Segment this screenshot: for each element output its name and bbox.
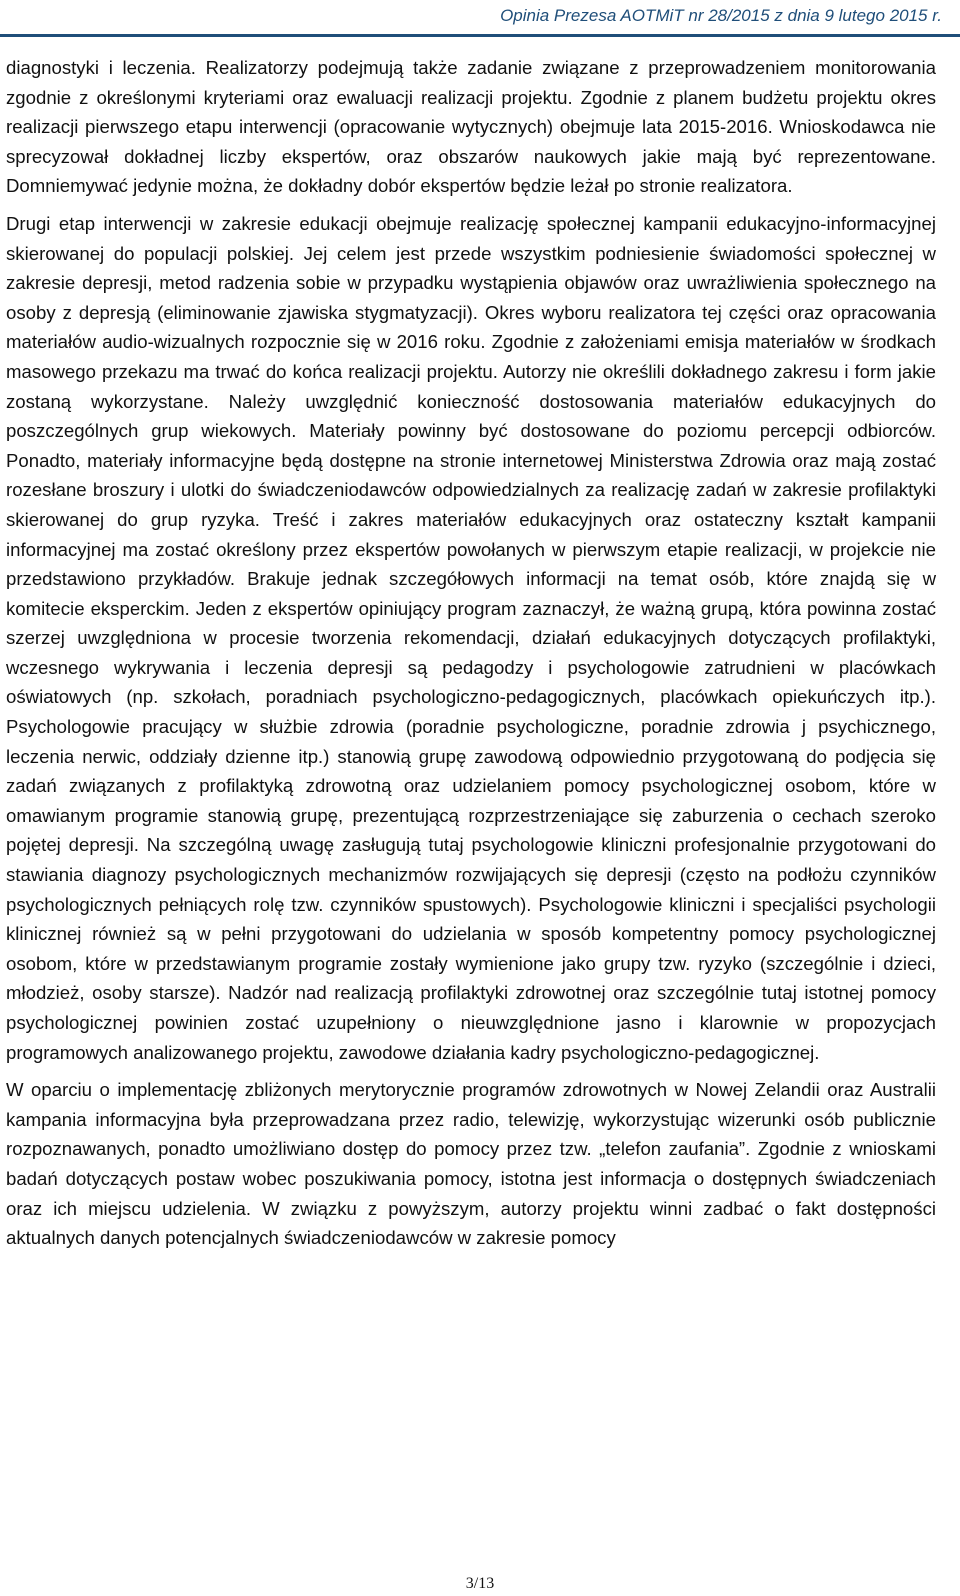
document-body (6, 53, 936, 1261)
document-header-title: Opinia Prezesa AOTMiT nr 28/2015 z dnia 9 lutego 2015 r. (500, 6, 942, 25)
page-number: 3/13 (465, 1575, 495, 1592)
paragraph-education-campaign: Drugi etap interwencji w zakresie edukacji obejmuje realizację społecznej kampanii edukacyjno-informacyjnej skierowanej do populacji polskiej. Jej celem jest przede wszystkim podniesienie świadomości społecznej w zakresie depresji, metod radzenia sobie w przypadku wystąpienia objawów oraz uwrażliwienia społecznego na osoby z depresją (eliminowanie zjawiska stygmatyzacji). Okres wyboru realizatora tej części oraz opracowania materiałów audio-wizualnych rozpocznie się w 2016 roku. Zgodnie z założeniami emisja materiałów w środkach masowego przekazu ma trwać do końca realizacji projektu. Autorzy nie określili dokładnego zakresu i form jakie zostaną wykorzystane. Należy uwzględnić konieczność dostosowania materiałów edukacyjnych do poszczególnych grup wiekowych. Materiały powinny być dostosowane do poziomu percepcji odbiorców. Ponadto, materiały informacyjne będą dostępne na stronie internetowej Ministerstwa Zdrowia oraz mają zostać rozesłane broszury i ulotki do świadczeniodawców odpowiedzialnych za realizację zadań w zakresie profilaktyki skierowanej do grup ryzyka. Treść i zakres materiałów edukacyjnych oraz ostateczny kształt kampanii informacyjnej ma zostać określony przez ekspertów powołanych w pierwszym etapie realizacji, w projekcie nie przedstawiono przykładów. Brakuje jednak szczegółowych informacji na temat osób, które znajdą się w komitecie eksperckim. Jeden z ekspertów opiniujący program zaznaczył, że ważną grupą, która powinna zostać szerzej uwzględniona w procesie tworzenia rekomendacji, działań edukacyjnych dotyczących profilaktyki, wczesnego wykrywania i leczenia depresji są pedagodzy i psychologowie zatrudnieni w placówkach oświatowych (np. szkołach, poradniach psychologiczno-pedagogicznych, placówkach opiekuńczych itp.). Psychologowie pracujący w służbie zdrowia (poradnie psychologiczne, poradnie zdrowia j psychicznego, leczenia nerwic, oddziały dzienne itp.) stanowią grupę zawodową odpowiednio przygotowaną do podjęcia się zadań związanych z profilaktyką zdrowotną oraz udzielaniem pomocy psychologicznej osobom, które w omawianym programie stanowią grupę, prezentującą rozprzestrzeniające się zaburzenia o cechach szeroko pojętej depresji. Na szczególną uwagę zasługują tutaj psychologowie kliniczni profesjonalnie przygotowani do stawiania diagnozy psychologicznych mechanizmów rozwijających się depresji (często na podłożu czynników psychologicznych pełniących rolę tzw. czynników spustowych). Psychologowie kliniczni i specjaliści psychologii klinicznej również są w pełni przygotowani do udzielania w sposób kompetentny pomocy psychologicznej osobom, które w przedstawianym programie zostały wymienione jako grupy tzw. ryzyko (szczególnie i dzieci, młodzież, osoby starsze). Nadzór nad realizacją profilaktyki zdrowotnej oraz szczególnie tutaj istotnej pomocy psychologicznej powinien zostać uzupełniony o nieuwzględnione jasno i klarownie w propozycjach programowych analizowanego projektu, zawodowe działania kadry psychologiczno-pedagogicznej. (6, 212, 936, 1063)
header-divider (0, 34, 960, 37)
paragraph-continuation: diagnostyki i leczenia. Realizatorzy podejmują także zadanie związane z przeprowadzeniem monitorowania zgodnie z określonymi kryteriami oraz ewaluacji realizacji projektu. Zgodnie z planem budżetu projektu okres realizacji pierwszego etapu interwencji (opracowanie wytycznych) obejmuje lata 2015-2016. Wnioskodawca nie sprecyzował dokładnej liczby ekspertów, oraz obszarów naukowych jakie mają być reprezentowane. Domniemywać jedynie można, że dokładny dobór ekspertów będzie leżał po stronie realizatora. (6, 57, 936, 197)
paragraph-implementation: W oparciu o implementację zbliżonych merytorycznie programów zdrowotnych w Nowej Zelandii oraz Australii kampania informacyjna była przeprowadzana przez radio, telewizję, wykorzystując wizerunki osób publicznie rozpoznawanych, ponadto umożliwiano dostęp do pomocy przez tzw. „telefon zaufania”. Zgodnie z wnioskami badań dotyczących postaw wobec poszukiwania pomocy, istotna jest informacja o dostępnych świadczeniach oraz ich miejscu udzielenia. W związku z powyższym, autorzy projektu winni zadbać o fakt dostępności aktualnych danych potencjalnych świadczeniodawców w zakresie pomocy (6, 1079, 936, 1249)
